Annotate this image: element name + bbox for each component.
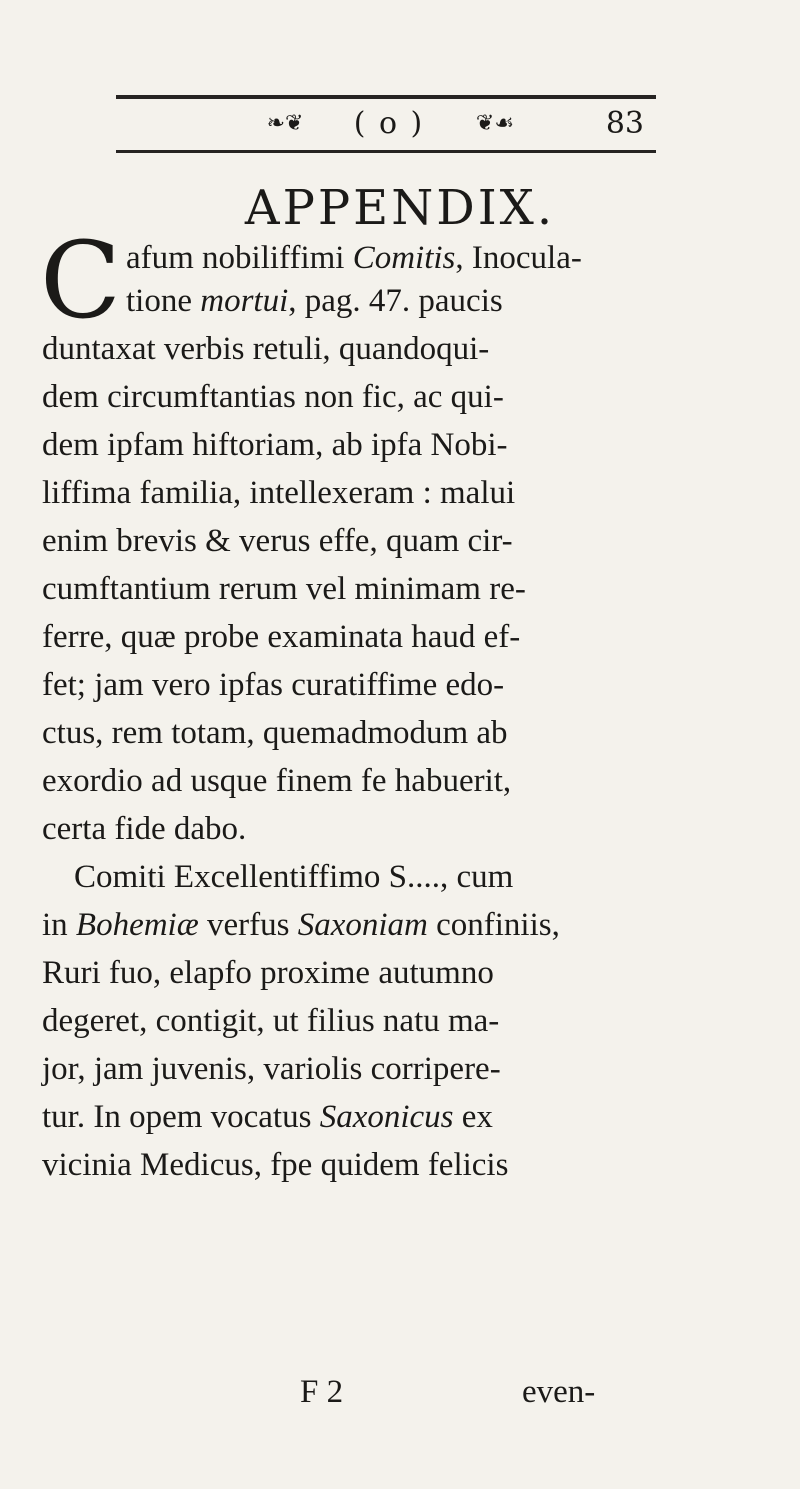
italic-segment: Bohemiæ (75, 907, 199, 943)
text-segment: vicinia Medicus, fpe quidem felicis (42, 1147, 509, 1183)
text-line (42, 615, 520, 659)
text-segment: , Inocula- (455, 240, 582, 276)
text-segment: liffima familia, intellexeram : malui (42, 475, 516, 511)
ornament-left-icon: ❧❦ (266, 111, 304, 136)
text-line (42, 1095, 493, 1139)
text-line (74, 855, 513, 899)
text-line (42, 1047, 501, 1091)
text-line (42, 951, 494, 995)
text-segment: duntaxat verbis retuli, quandoqui- (42, 331, 490, 367)
text-line (42, 567, 526, 611)
text-line (42, 903, 560, 947)
text-line (42, 807, 246, 851)
header-rule-bottom (116, 150, 656, 153)
text-line (42, 471, 515, 515)
drop-cap: C (40, 219, 122, 342)
header-parenthesis: ( o ) (353, 106, 425, 141)
catchword: even- (522, 1374, 596, 1410)
text-line (42, 759, 511, 803)
text-segment: Ruri fuo, elapfo proxime autumno (42, 955, 494, 991)
text-line (42, 327, 489, 371)
text-segment: dem ipfam hiftoriam, ab ipfa Nobi- (42, 427, 508, 463)
text-line (126, 236, 582, 280)
text-segment: fet; jam vero ipfas curatiffime edo- (42, 667, 505, 703)
text-segment: Comiti Excellentiffimo S...., cum (74, 859, 514, 895)
text-segment: , pag. 47. paucis (288, 283, 503, 319)
text-segment: exordio ad usque finem fe habuerit, (42, 763, 512, 799)
text-segment: ex (453, 1099, 493, 1135)
running-header (200, 103, 660, 145)
page-number: 83 (605, 106, 644, 141)
text-line (42, 519, 513, 563)
italic-segment: Comitis (352, 240, 456, 276)
text-segment: verfus (198, 907, 298, 943)
text-segment: tur. In opem vocatus (42, 1099, 320, 1135)
italic-segment: mortui (200, 283, 289, 319)
text-segment: afum nobiliffimi (126, 240, 353, 276)
text-segment: in (42, 907, 76, 943)
text-segment: confiniis, (427, 907, 560, 943)
text-line (42, 1143, 508, 1187)
text-line (42, 711, 508, 755)
text-line (126, 279, 503, 323)
text-segment: degeret, contigit, ut filius natu ma- (42, 1003, 500, 1039)
italic-segment: Saxoniam (297, 907, 428, 943)
text-line (42, 999, 499, 1043)
signature-mark: F 2 (300, 1374, 344, 1410)
text-segment: certa fide dabo. (42, 811, 247, 847)
text-segment: tione (126, 283, 201, 319)
text-segment: enim brevis & verus effe, quam cir- (42, 523, 513, 559)
text-segment: jor, jam juvenis, variolis corripere- (42, 1051, 501, 1087)
text-segment: cumftantium rerum vel minimam re- (42, 571, 526, 607)
ornament-right-icon: ❦☙ (475, 111, 515, 136)
text-line (42, 423, 508, 467)
text-segment: ctus, rem totam, quemadmodum ab (42, 715, 508, 751)
page-title: APPENDIX. (244, 180, 556, 236)
text-segment: dem circumftantias non fic, ac qui- (42, 379, 504, 415)
text-line (42, 663, 504, 707)
header-rule-top (116, 95, 656, 99)
text-line (42, 375, 504, 419)
text-segment: ferre, quæ probe examinata haud ef- (42, 619, 521, 655)
italic-segment: Saxonicus (319, 1099, 454, 1135)
